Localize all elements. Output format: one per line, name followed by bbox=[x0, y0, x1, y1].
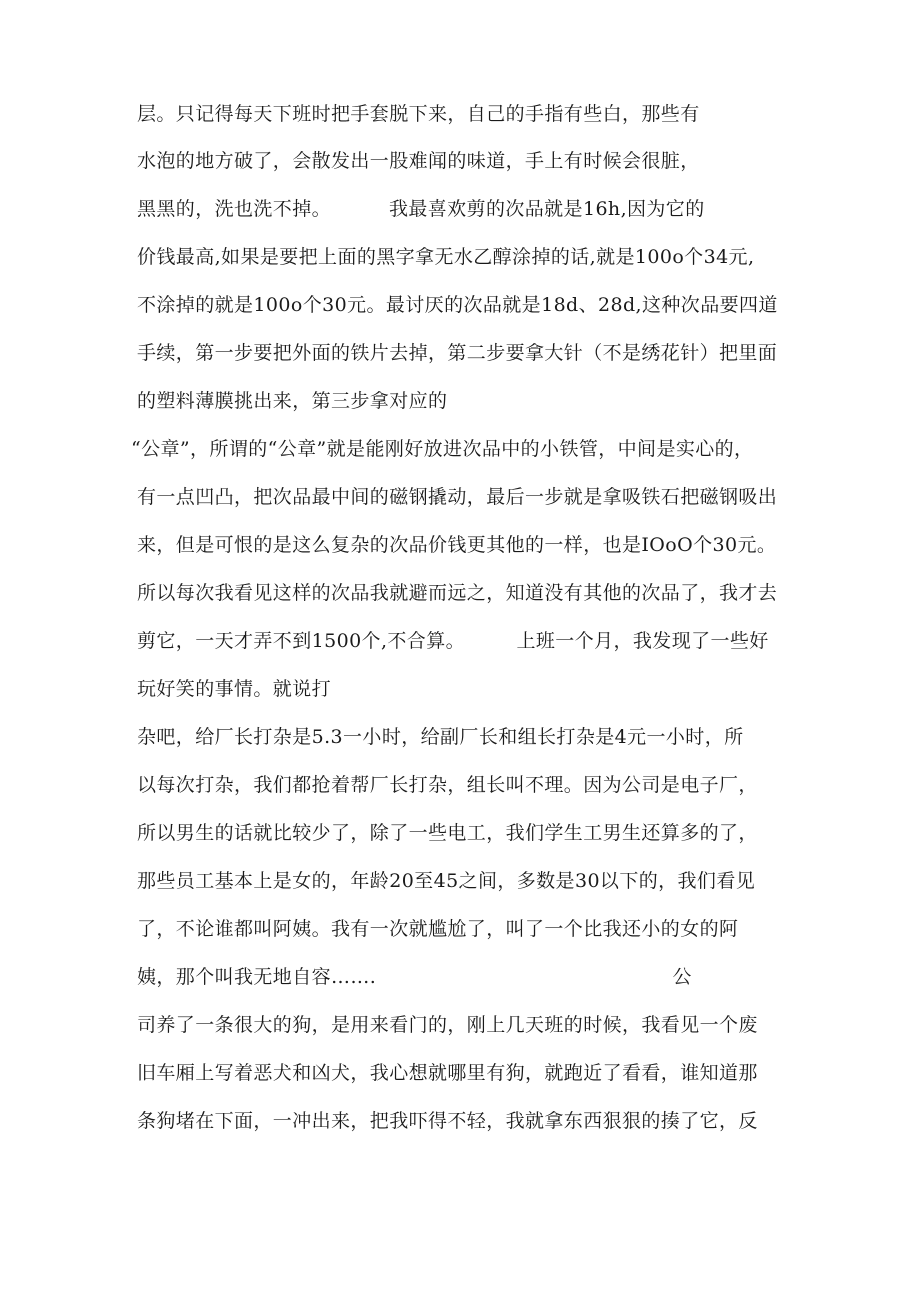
text-line: 来，但是可恨的是这么复杂的次品价钱更其他的一样，也是IOoO个30元。 bbox=[137, 534, 777, 556]
text-line: “公章”，所谓的“公章”就是能刚好放进次品中的小铁管，中间是实心的， bbox=[131, 438, 754, 460]
text-line: 手续，第一步要把外面的铁片去掉，第二步要拿大针（不是绣花针）把里面 bbox=[137, 342, 778, 364]
text-line: 杂吧，给厂长打杂是5.3一小时，给副厂长和组长打杂是4元一小时，所 bbox=[137, 726, 744, 748]
text-line: 的塑料薄膜挑出来，第三步拿对应的 bbox=[137, 390, 448, 412]
text-line: 价钱最高,如果是要把上面的黑字拿无水乙醇涂掉的话,就是100o个34元, bbox=[137, 246, 755, 268]
text-line: 旧车厢上写着恶犬和凶犬，我心想就哪里有狗，就跑近了看看，谁知道那 bbox=[137, 1062, 758, 1084]
text-line: 水泡的地方破了，会散发出一股难闻的味道，手上有时候会很脏， bbox=[137, 150, 700, 172]
text-line: 玩好笑的事情。就说打 bbox=[137, 678, 332, 700]
text-line: 姨，那个叫我无地自容……. 公 bbox=[137, 966, 692, 988]
text-line: 司养了一条很大的狗，是用来看门的，刚上几天班的时候，我看见一个废 bbox=[137, 1014, 758, 1036]
text-line: 有一点凹凸，把次品最中间的磁钢撬动，最后一步就是拿吸铁石把磁钢吸出 bbox=[137, 486, 778, 508]
text-line: 那些员工基本上是女的，年龄20至45之间，多数是30以下的，我们看见 bbox=[137, 870, 756, 892]
text-line: 黑黑的，洗也洗不掉。 我最喜欢剪的次品就是16h,因为它的 bbox=[137, 198, 705, 220]
text-line: 了，不论谁都叫阿姨。我有一次就尴尬了，叫了一个比我还小的女的阿 bbox=[137, 918, 739, 940]
text-line: 剪它，一天才弄不到1500个,不合算。 上班一个月，我发现了一些好 bbox=[137, 630, 769, 652]
text-line: 层。只记得每天下班时把手套脱下来，自己的手指有些白，那些有 bbox=[137, 103, 700, 125]
text-line: 以每次打杂，我们都抢着帮厂长打杂，组长叫不理。因为公司是电子厂， bbox=[137, 774, 758, 796]
text-line: 所以男生的话就比较少了，除了一些电工，我们学生工男生还算多的了， bbox=[137, 822, 758, 844]
text-line: 条狗堵在下面，一冲出来，把我吓得不轻，我就拿东西狠狠的揍了它，反 bbox=[137, 1110, 758, 1132]
text-line: 所以每次我看见这样的次品我就避而远之，知道没有其他的次品了，我才去 bbox=[137, 582, 778, 604]
text-line: 不涂掉的就是100o个30元。最讨厌的次品就是18d、28d,这种次品要四道 bbox=[137, 294, 778, 316]
